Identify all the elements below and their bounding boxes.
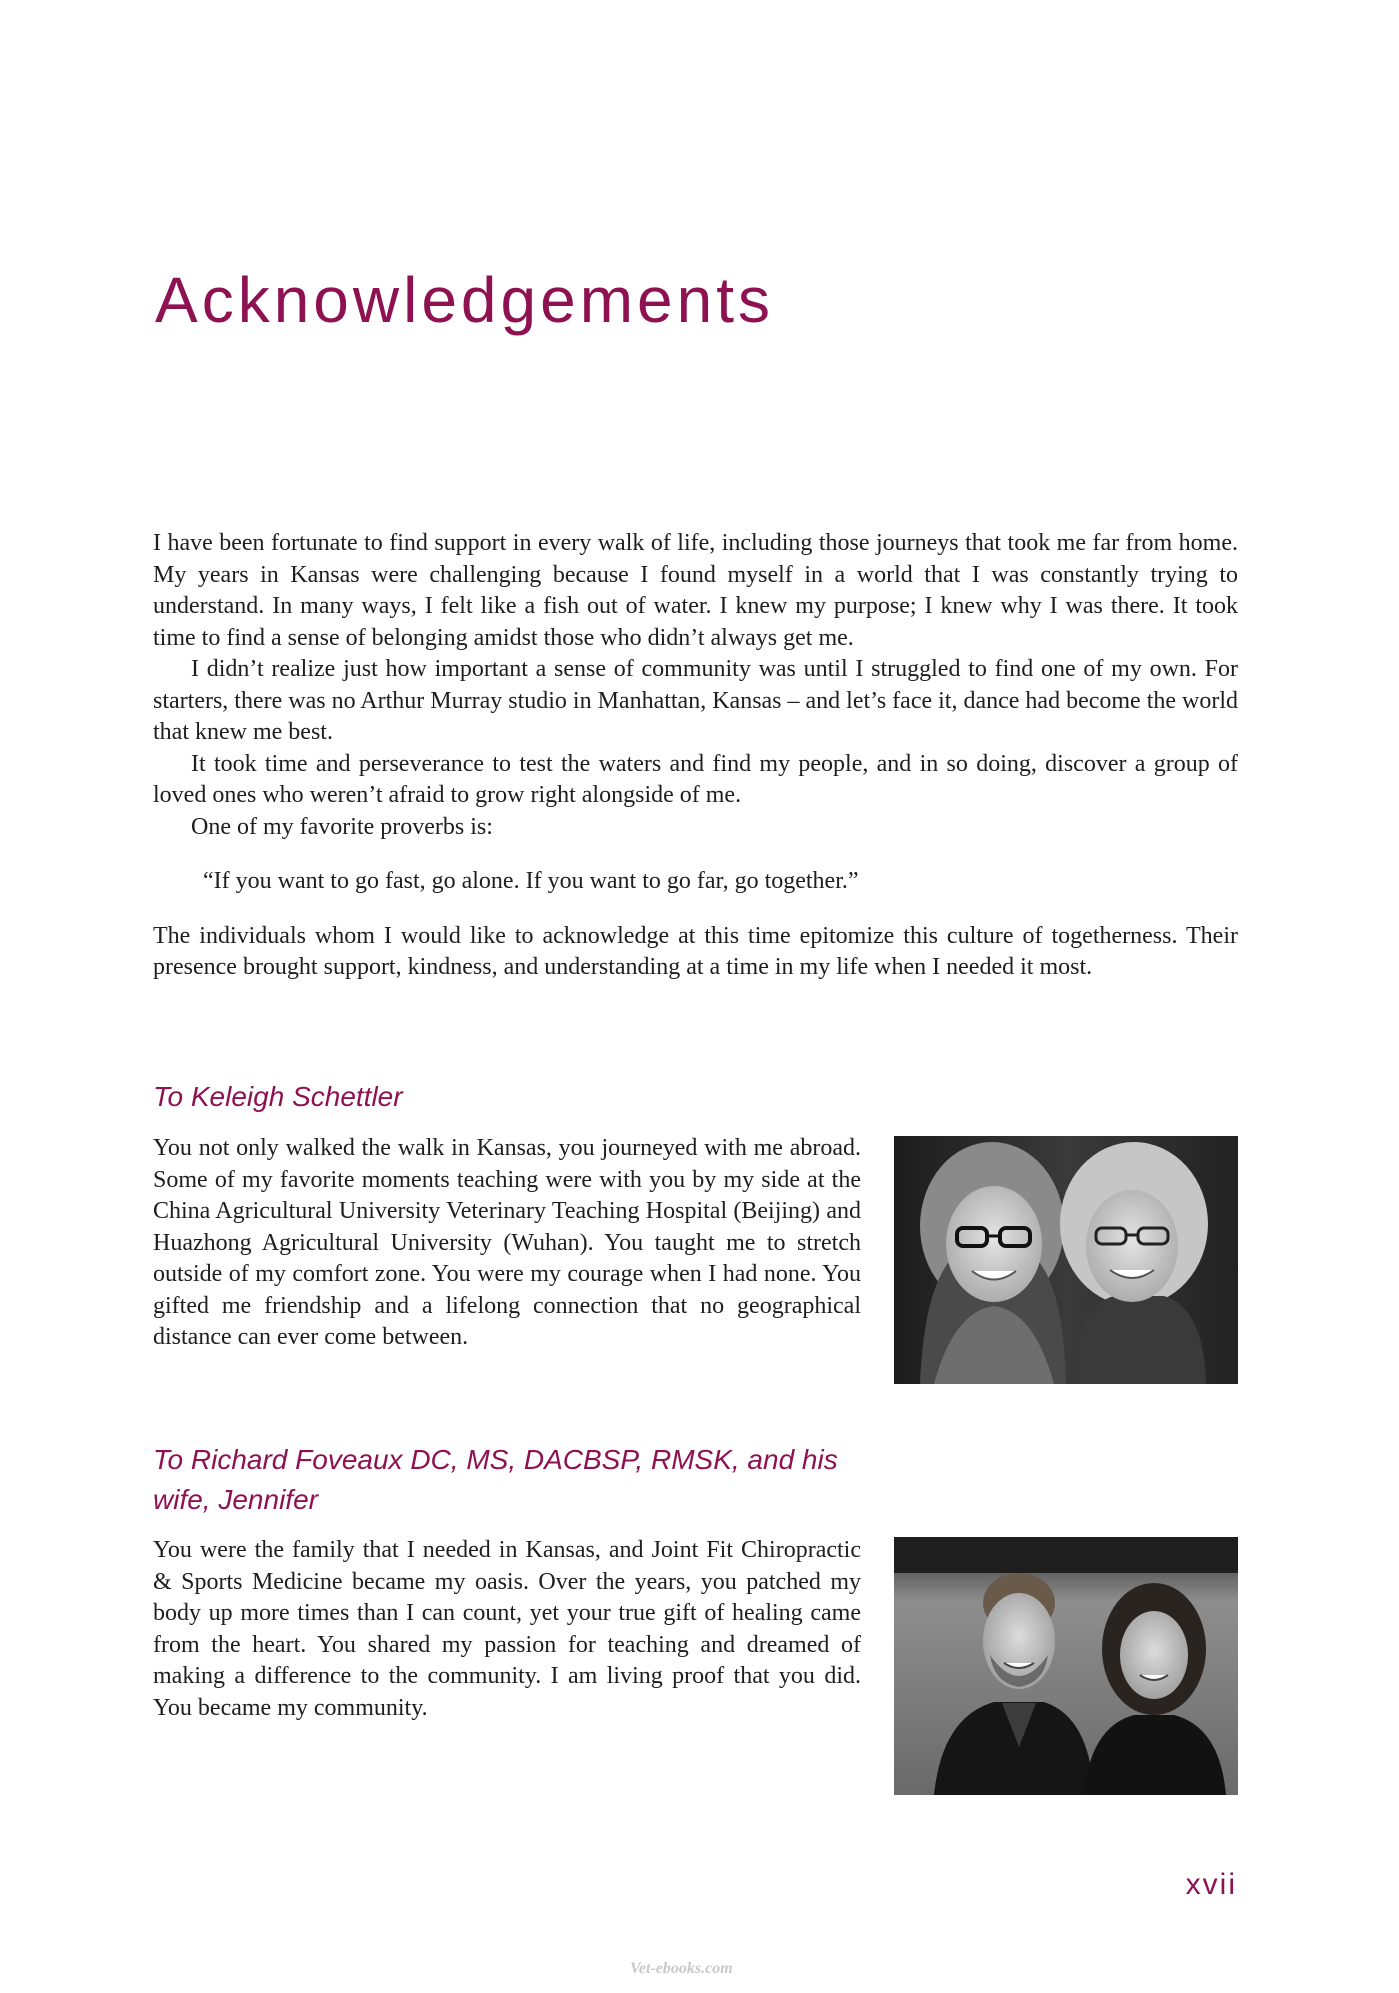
section-heading-foveaux: To Richard Foveaux DC, MS, DACBSP, RMSK, and his wife, Jennifer	[153, 1444, 838, 1515]
proverb-quote: “If you want to go fast, go alone. If you want to go far, go together.”	[203, 868, 859, 894]
intro-paragraph: It took time and perseverance to test the waters and find my people, and in so doing, discover a group of loved ones who weren’t afraid to grow right alongside of me.	[153, 750, 1238, 808]
intro-paragraph: One of my favorite proverbs is:	[191, 813, 493, 840]
intro-closing-paragraph: The individuals whom I would like to acknowledge at this time epitomize this culture of togetherness. Their presence brought support, kindness, and understanding at a time in my life when I needed it most.	[153, 922, 1238, 980]
section-text-foveaux: You were the family that I needed in Kansas, and Joint Fit Chiropractic & Sports Medicine became my oasis. Over the years, you patched my body up more times than I can count, yet your true gift of healing came from the heart. You shared my passion for teaching and dreamed of making a difference to the community. I am living proof that you did. You became my community.	[153, 1537, 861, 1721]
intro-paragraph: I have been fortunate to find support in every walk of life, including those journeys that took me far from home. My years in Kansas were challenging because I found myself in a world that I was constantly trying to understand. In many ways, I felt like a fish out of water. I knew my purpose; I knew why I was there. It took time to find a sense of belonging amidst those who didn’t always get me.	[153, 530, 1238, 651]
watermark-logo: Vet-ebooks.com	[630, 1960, 733, 1977]
photo-two-women-illustration	[894, 1136, 1238, 1384]
page-title: Acknowledgements	[155, 264, 774, 336]
page-number: xvii	[1185, 1868, 1237, 1901]
photo-couple-illustration	[894, 1537, 1238, 1795]
photo-couple	[894, 1537, 1238, 1795]
intro-text	[153, 528, 1238, 984]
section-heading-keleigh: To Keleigh Schettler	[153, 1081, 403, 1112]
photo-two-women	[894, 1136, 1238, 1384]
intro-paragraph: I didn’t realize just how important a sense of community was until I struggled to find one of my own. For starters, there was no Arthur Murray studio in Manhattan, Kansas – and let’s face it, dance had become the world that knew me best.	[153, 656, 1239, 745]
section-text-keleigh: You not only walked the walk in Kansas, you journeyed with me abroad. Some of my favorite moments teaching were with you by my side at the China Agricultural University Veterinary Teaching Hospital (Beijing) and Huazhong Agricultural University (Wuhan). You taught me to stretch outside of my comfort zone. You were my courage when I had none. You gifted me friendship and a lifelong connection that no geographical distance can ever come between.	[153, 1135, 861, 1350]
